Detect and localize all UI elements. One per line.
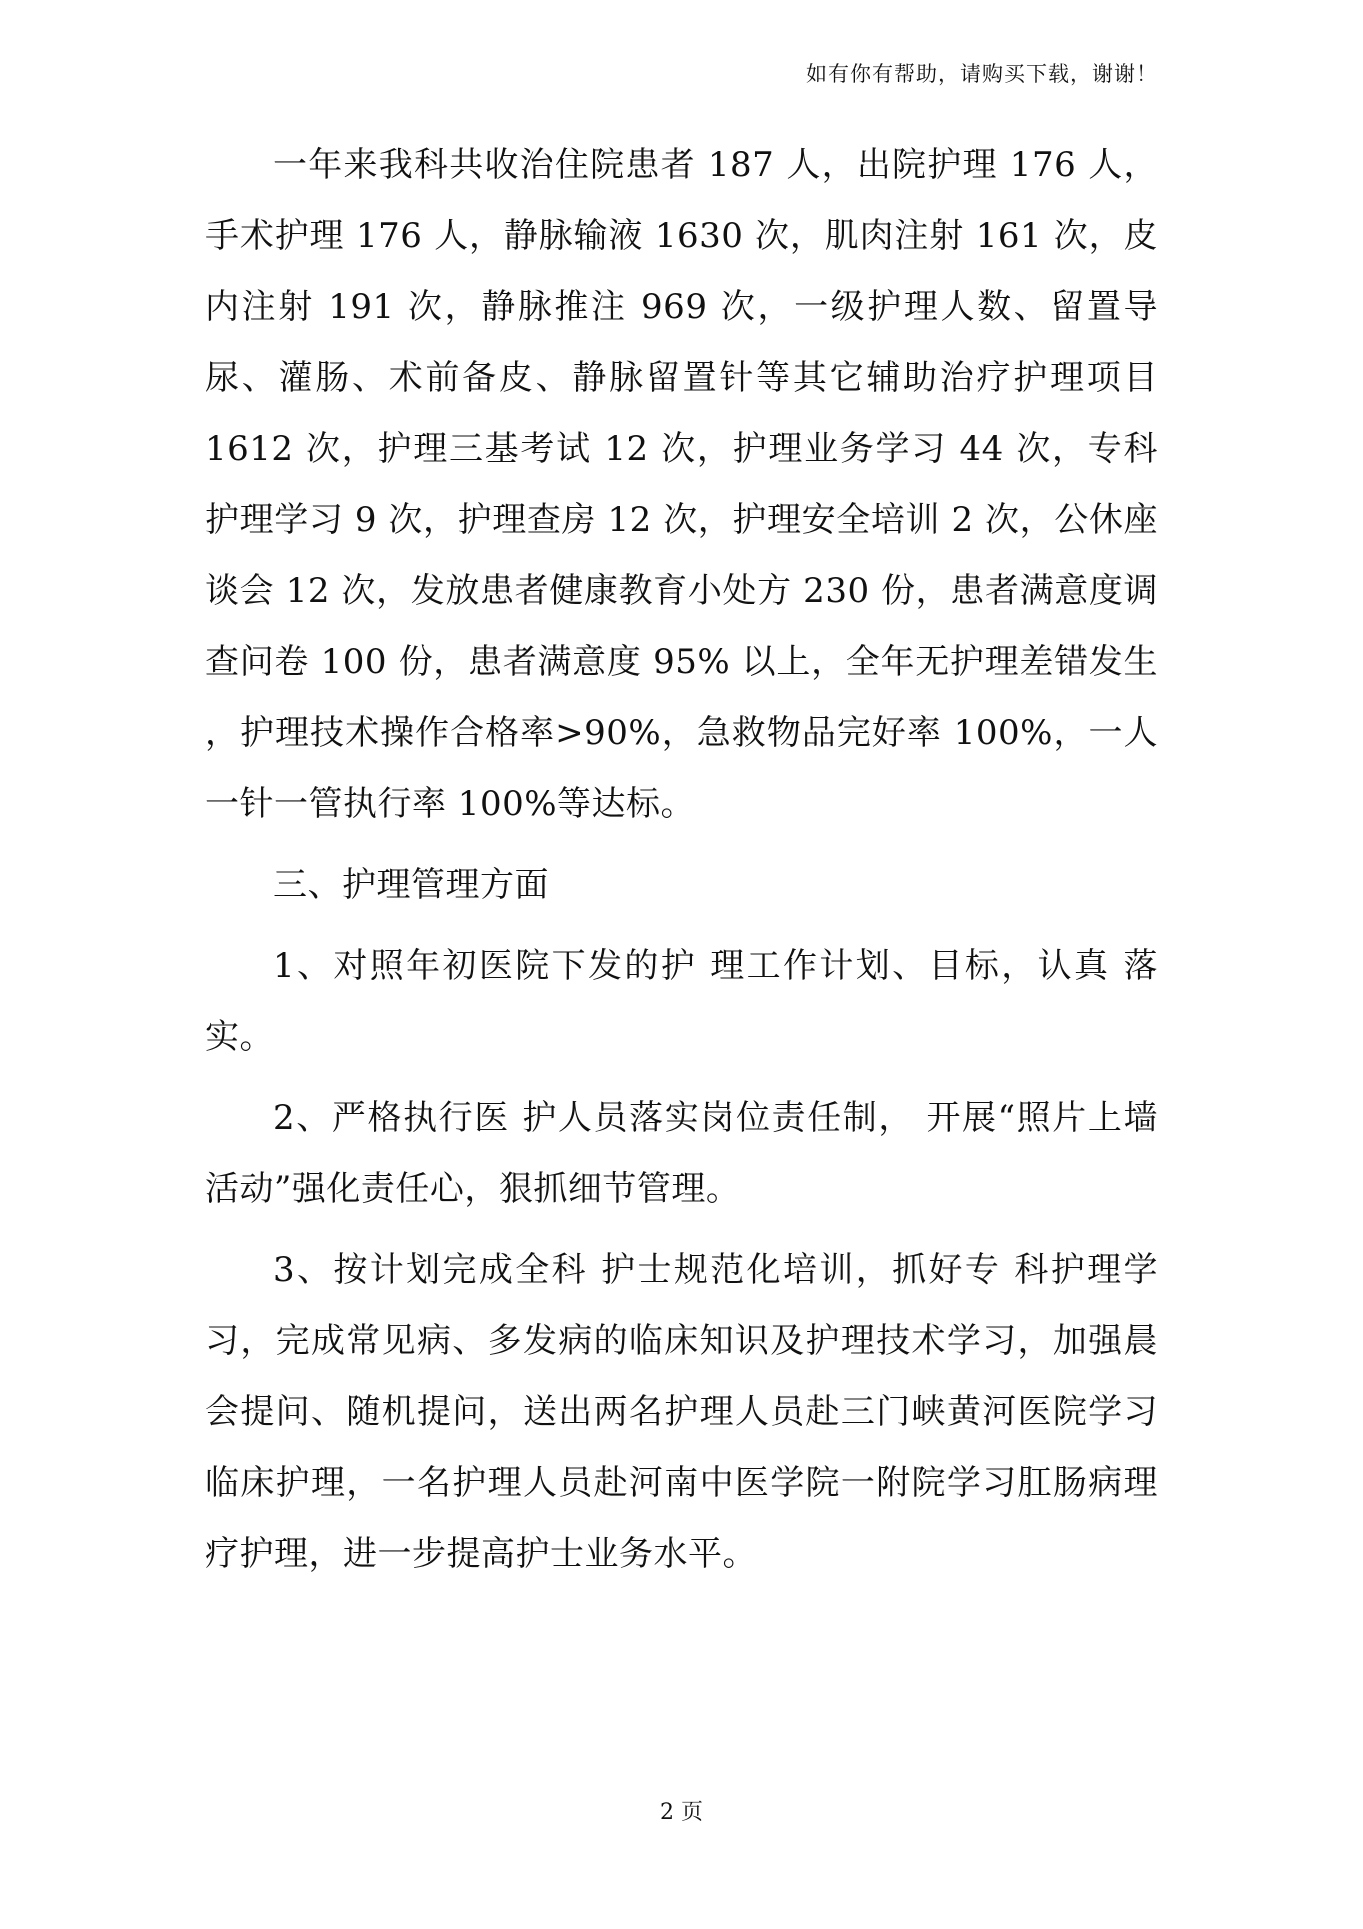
page-number: 2 页 (660, 1800, 703, 1825)
document-body (205, 130, 1158, 1590)
paragraph-item-3: 3、按计划完成全科 护士规范化培训，抓好专 科护理学习，完成常见病、多发病的临床知识及护理技术学习，加强晨会提问、随机提问，送出两名护理人员赴三门峡黄河医院学习临床护理，一名护理人员赴河南中医学院一附院学习肛肠病理疗护理，进一步提高护士业务水平。 (205, 1250, 1158, 1574)
section-heading: 三、护理管理方面 (273, 865, 549, 905)
header-note: 如有你有帮助，请购买下载，谢谢！ (806, 62, 1158, 86)
paragraph-statistics: 一年来我科共收治住院患者 187 人，出院护理 176 人，手术护理 176 人，静脉输液 1630 次，肌肉注射 161 次，皮内注射 191 次，静脉推注 969 次，一级护理人数、留置导尿、灌肠、术前备皮、静脉留置针等其它辅助治疗护理项目 1612 次，护理三基考试 12 次，护理业务学习 44 次，专科护理学习 9 次，护理查房 12 次，护理安全培训 2 次，公休座谈会 12 次，发放患者健康教育小处方 230 份，患者满意度调查问卷 100 份，患者满意度 95% 以上，全年无护理差错发生 ，护理技术操作合格率>90%，急救物品完好率 100%，一人一针一管执行率 100%等达标。 (205, 145, 1158, 824)
paragraph-item-2: 2、严格执行医 护人员落实岗位责任制， 开展“照片上墙活动”强化责任心，狠抓细节管理。 (205, 1098, 1158, 1209)
paragraph-item-1: 1、对照年初医院下发的护 理工作计划、目标，认真 落实。 (205, 946, 1158, 1057)
